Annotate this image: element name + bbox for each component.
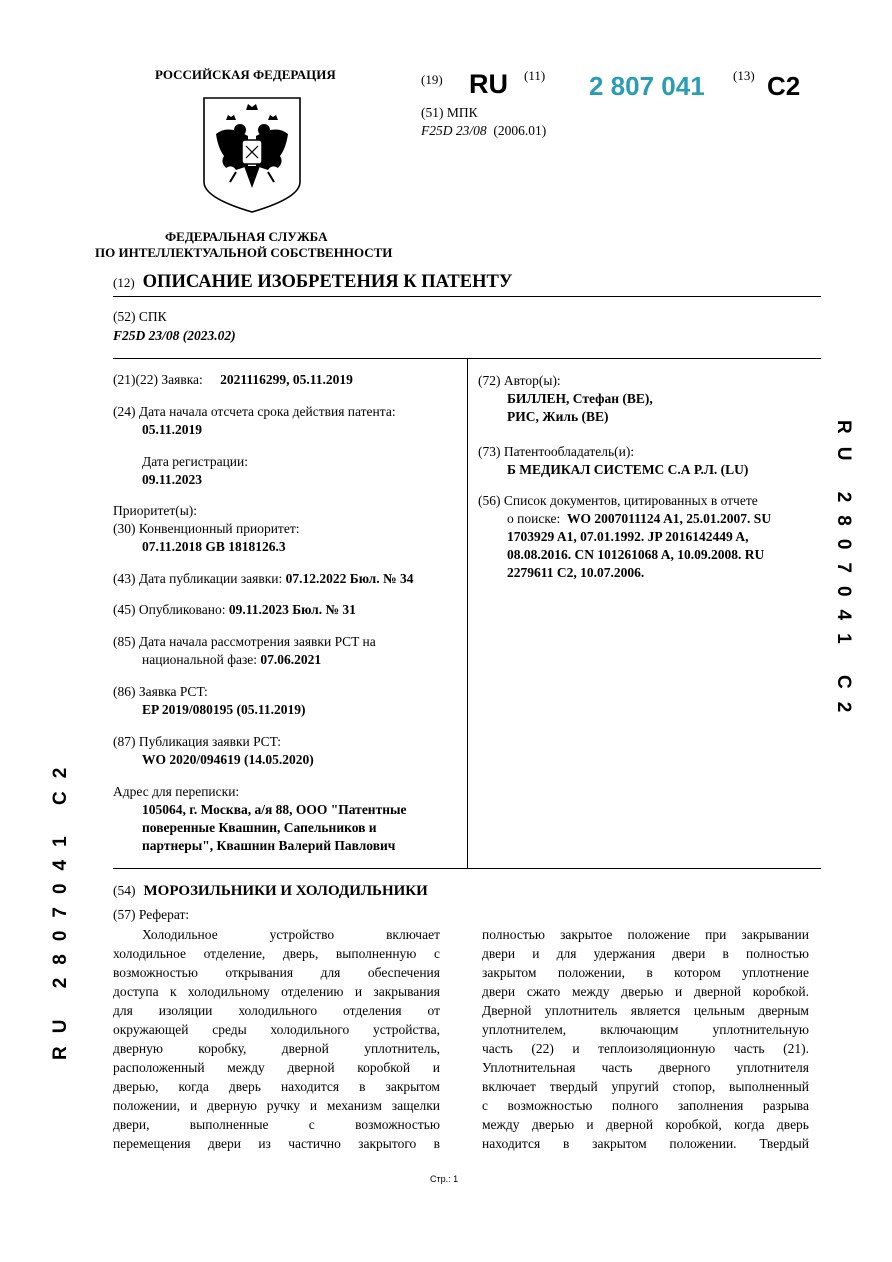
abstract-line: дверную коробку, дверной уплотнитель, <box>113 1041 440 1056</box>
holder-field <box>478 443 748 479</box>
abstract-column-2 <box>482 925 809 1153</box>
pct-pub-value: WO 2020/094619 (14.05.2020) <box>142 752 314 767</box>
cited-field <box>478 492 771 582</box>
pub-app-value: 07.12.2022 Бюл. № 34 <box>285 571 414 586</box>
ipc-label: (51) МПК <box>421 105 478 120</box>
abstract-line: двери, выполненные с возможностью <box>113 1117 440 1132</box>
address-field <box>113 783 407 855</box>
term-start-label: (24) Дата начала отсчета срока действия патента: <box>113 404 396 419</box>
abstract-line: Дверной уплотнитель является цельным дверным <box>482 1003 809 1018</box>
agency-line-2: ПО ИНТЕЛЛЕКТУАЛЬНОЙ СОБСТВЕННОСТИ <box>95 245 393 260</box>
pct-pub-label: (87) Публикация заявки PCT: <box>113 734 281 749</box>
pct-phase-label: (85) Дата начала рассмотрения заявки PCT на <box>113 634 376 649</box>
cited-line-2: 1703929 A1, 07.01.1992. JP 2016142449 A, <box>507 529 749 544</box>
address-line-3: партнеры", Квашнин Валерий Павлович <box>142 838 396 853</box>
abstract-line: полностью закрытое положение при закрывании <box>482 927 809 942</box>
abstract-line: доступа к холодильному отделению и закрывания <box>113 984 440 999</box>
published-label: (45) Опубликовано: <box>113 602 226 617</box>
abstract-label: (57) Реферат: <box>113 907 190 922</box>
application-field <box>113 371 353 389</box>
abstract-line: закрытом положении, в котором уплотнение <box>482 965 809 980</box>
abstract-line: расположенный между дверной коробкой и <box>113 1060 440 1075</box>
address-line-1: 105064, г. Москва, а/я 88, ООО "Патентные <box>142 802 407 817</box>
coat-of-arms-emblem <box>202 96 302 214</box>
pct-phase-label-2: национальной фазе: <box>142 652 258 667</box>
cited-line-3: 08.08.2016. CN 101261068 A, 10.09.2008. RU <box>507 547 765 562</box>
code-19: (19) <box>421 72 443 87</box>
author-2: РИС, Жиль (BE) <box>507 409 609 424</box>
abstract-line: с возможностью полного заполнения разрыва <box>482 1098 809 1113</box>
pct-phase-value: 07.06.2021 <box>260 652 322 667</box>
registration-field <box>113 453 248 489</box>
page-number: Стр.: 1 <box>430 1174 459 1184</box>
pub-app-field <box>113 570 413 588</box>
published-field <box>113 601 356 619</box>
address-label: Адрес для переписки: <box>113 784 240 799</box>
cited-label-2: о поиске: <box>507 511 561 526</box>
spk-label: (52) СПК <box>113 309 167 324</box>
application-label: (21)(22) Заявка: <box>113 372 203 387</box>
kind-code: C2 <box>767 71 801 101</box>
registration-label: Дата регистрации: <box>142 454 249 469</box>
convention-label: (30) Конвенционный приоритет: <box>113 521 300 536</box>
address-line-2: поверенные Квашнин, Сапельников и <box>142 820 377 835</box>
cited-line-4: 2279611 C2, 10.07.2006. <box>507 565 645 580</box>
application-value: 2021116299, 05.11.2019 <box>220 372 353 387</box>
title-code: (12) <box>113 275 135 290</box>
spk-value: F25D 23/08 (2023.02) <box>113 328 236 343</box>
invention-title: МОРОЗИЛЬНИКИ И ХОЛОДИЛЬНИКИ <box>143 883 428 899</box>
ipc-class: F25D 23/08 <box>421 123 487 138</box>
side-text-right: RU 2807041 C2 <box>833 420 854 726</box>
abstract-line: двери и для удержания двери в полностью <box>482 946 809 961</box>
authors-label: (72) Автор(ы): <box>478 373 561 388</box>
pct-pub-field <box>113 733 314 769</box>
authors-field <box>478 372 653 426</box>
cited-label: (56) Список документов, цитированных в отчете <box>478 493 758 508</box>
pct-app-value: EP 2019/080195 (05.11.2019) <box>142 702 306 717</box>
ipc-row <box>421 122 546 140</box>
abstract-line: между дверью и дверной коробкой, когда дверь <box>482 1117 809 1132</box>
pct-app-field <box>113 683 306 719</box>
divider <box>113 868 821 869</box>
priority-field <box>113 502 299 556</box>
country-name: РОССИЙСКАЯ ФЕДЕРАЦИЯ <box>155 67 336 82</box>
pct-app-label: (86) Заявка PCT: <box>113 684 208 699</box>
abstract-line: для изоляции холодильного отделения от <box>113 1003 440 1018</box>
country-code: RU <box>469 69 508 99</box>
abstract-line: включает твердый упругий стопор, выполненный <box>482 1079 809 1094</box>
abstract-line: часть (22) и теплоизоляционную часть (21). <box>482 1041 809 1056</box>
document-title-row <box>113 272 512 293</box>
abstract-line: Холодильное устройство включает <box>142 927 440 942</box>
agency-line-1: ФЕДЕРАЛЬНАЯ СЛУЖБА <box>165 229 328 244</box>
holder-value: Б МЕДИКАЛ СИСТЕМС С.А Р.Л. (LU) <box>507 462 749 477</box>
abstract-line: окружающей среды холодильного устройства, <box>113 1022 440 1037</box>
code-13: (13) <box>733 68 755 83</box>
term-start-field <box>113 403 396 439</box>
abstract-column-1 <box>113 925 440 1153</box>
document-title: ОПИСАНИЕ ИЗОБРЕТЕНИЯ К ПАТЕНТУ <box>142 272 513 292</box>
term-start-value: 05.11.2019 <box>142 422 203 437</box>
emblem-icon <box>202 96 302 214</box>
author-1: БИЛЛЕН, Стефан (BE), <box>507 391 653 406</box>
divider <box>113 296 821 297</box>
pub-app-label: (43) Дата публикации заявки: <box>113 571 283 586</box>
ipc-version: (2006.01) <box>493 123 547 138</box>
abstract-line: возможностью открывания для обеспечения <box>113 965 440 980</box>
invention-code: (54) <box>113 883 136 898</box>
abstract-line: холодильное отделение, дверь, выполненную с <box>113 946 440 961</box>
abstract-line: дверью, когда дверь находится в закрытом <box>113 1079 440 1094</box>
registration-value: 09.11.2023 <box>142 472 203 487</box>
abstract-line: двери сжато между дверью и дверной коробкой. <box>482 984 809 999</box>
abstract-line: положении, и дверную ручку и механизм защелки <box>113 1098 440 1113</box>
side-text-left: RU 2807041 C2 <box>50 754 71 1060</box>
abstract-line: уплотнителем, включающим уплотнительную <box>482 1022 809 1037</box>
code-11: (11) <box>524 68 546 83</box>
column-divider <box>467 359 468 868</box>
cited-line-1: WO 2007011124 A1, 25.01.2007. SU <box>567 511 772 526</box>
pct-phase-field <box>113 633 376 669</box>
published-value: 09.11.2023 Бюл. № 31 <box>228 602 356 617</box>
convention-value: 07.11.2018 GB 1818126.3 <box>142 539 286 554</box>
patent-number: 2 807 041 <box>589 71 705 101</box>
priority-label: Приоритет(ы): <box>113 503 198 518</box>
invention-title-row <box>113 882 428 900</box>
holder-label: (73) Патентообладатель(и): <box>478 444 635 459</box>
abstract-line: перемещения двери из частично закрытого в <box>113 1136 440 1151</box>
abstract-line: находится в закрытом положении. Твердый <box>482 1136 809 1151</box>
abstract-line: Уплотнительная часть дверного уплотнителя <box>482 1060 809 1075</box>
